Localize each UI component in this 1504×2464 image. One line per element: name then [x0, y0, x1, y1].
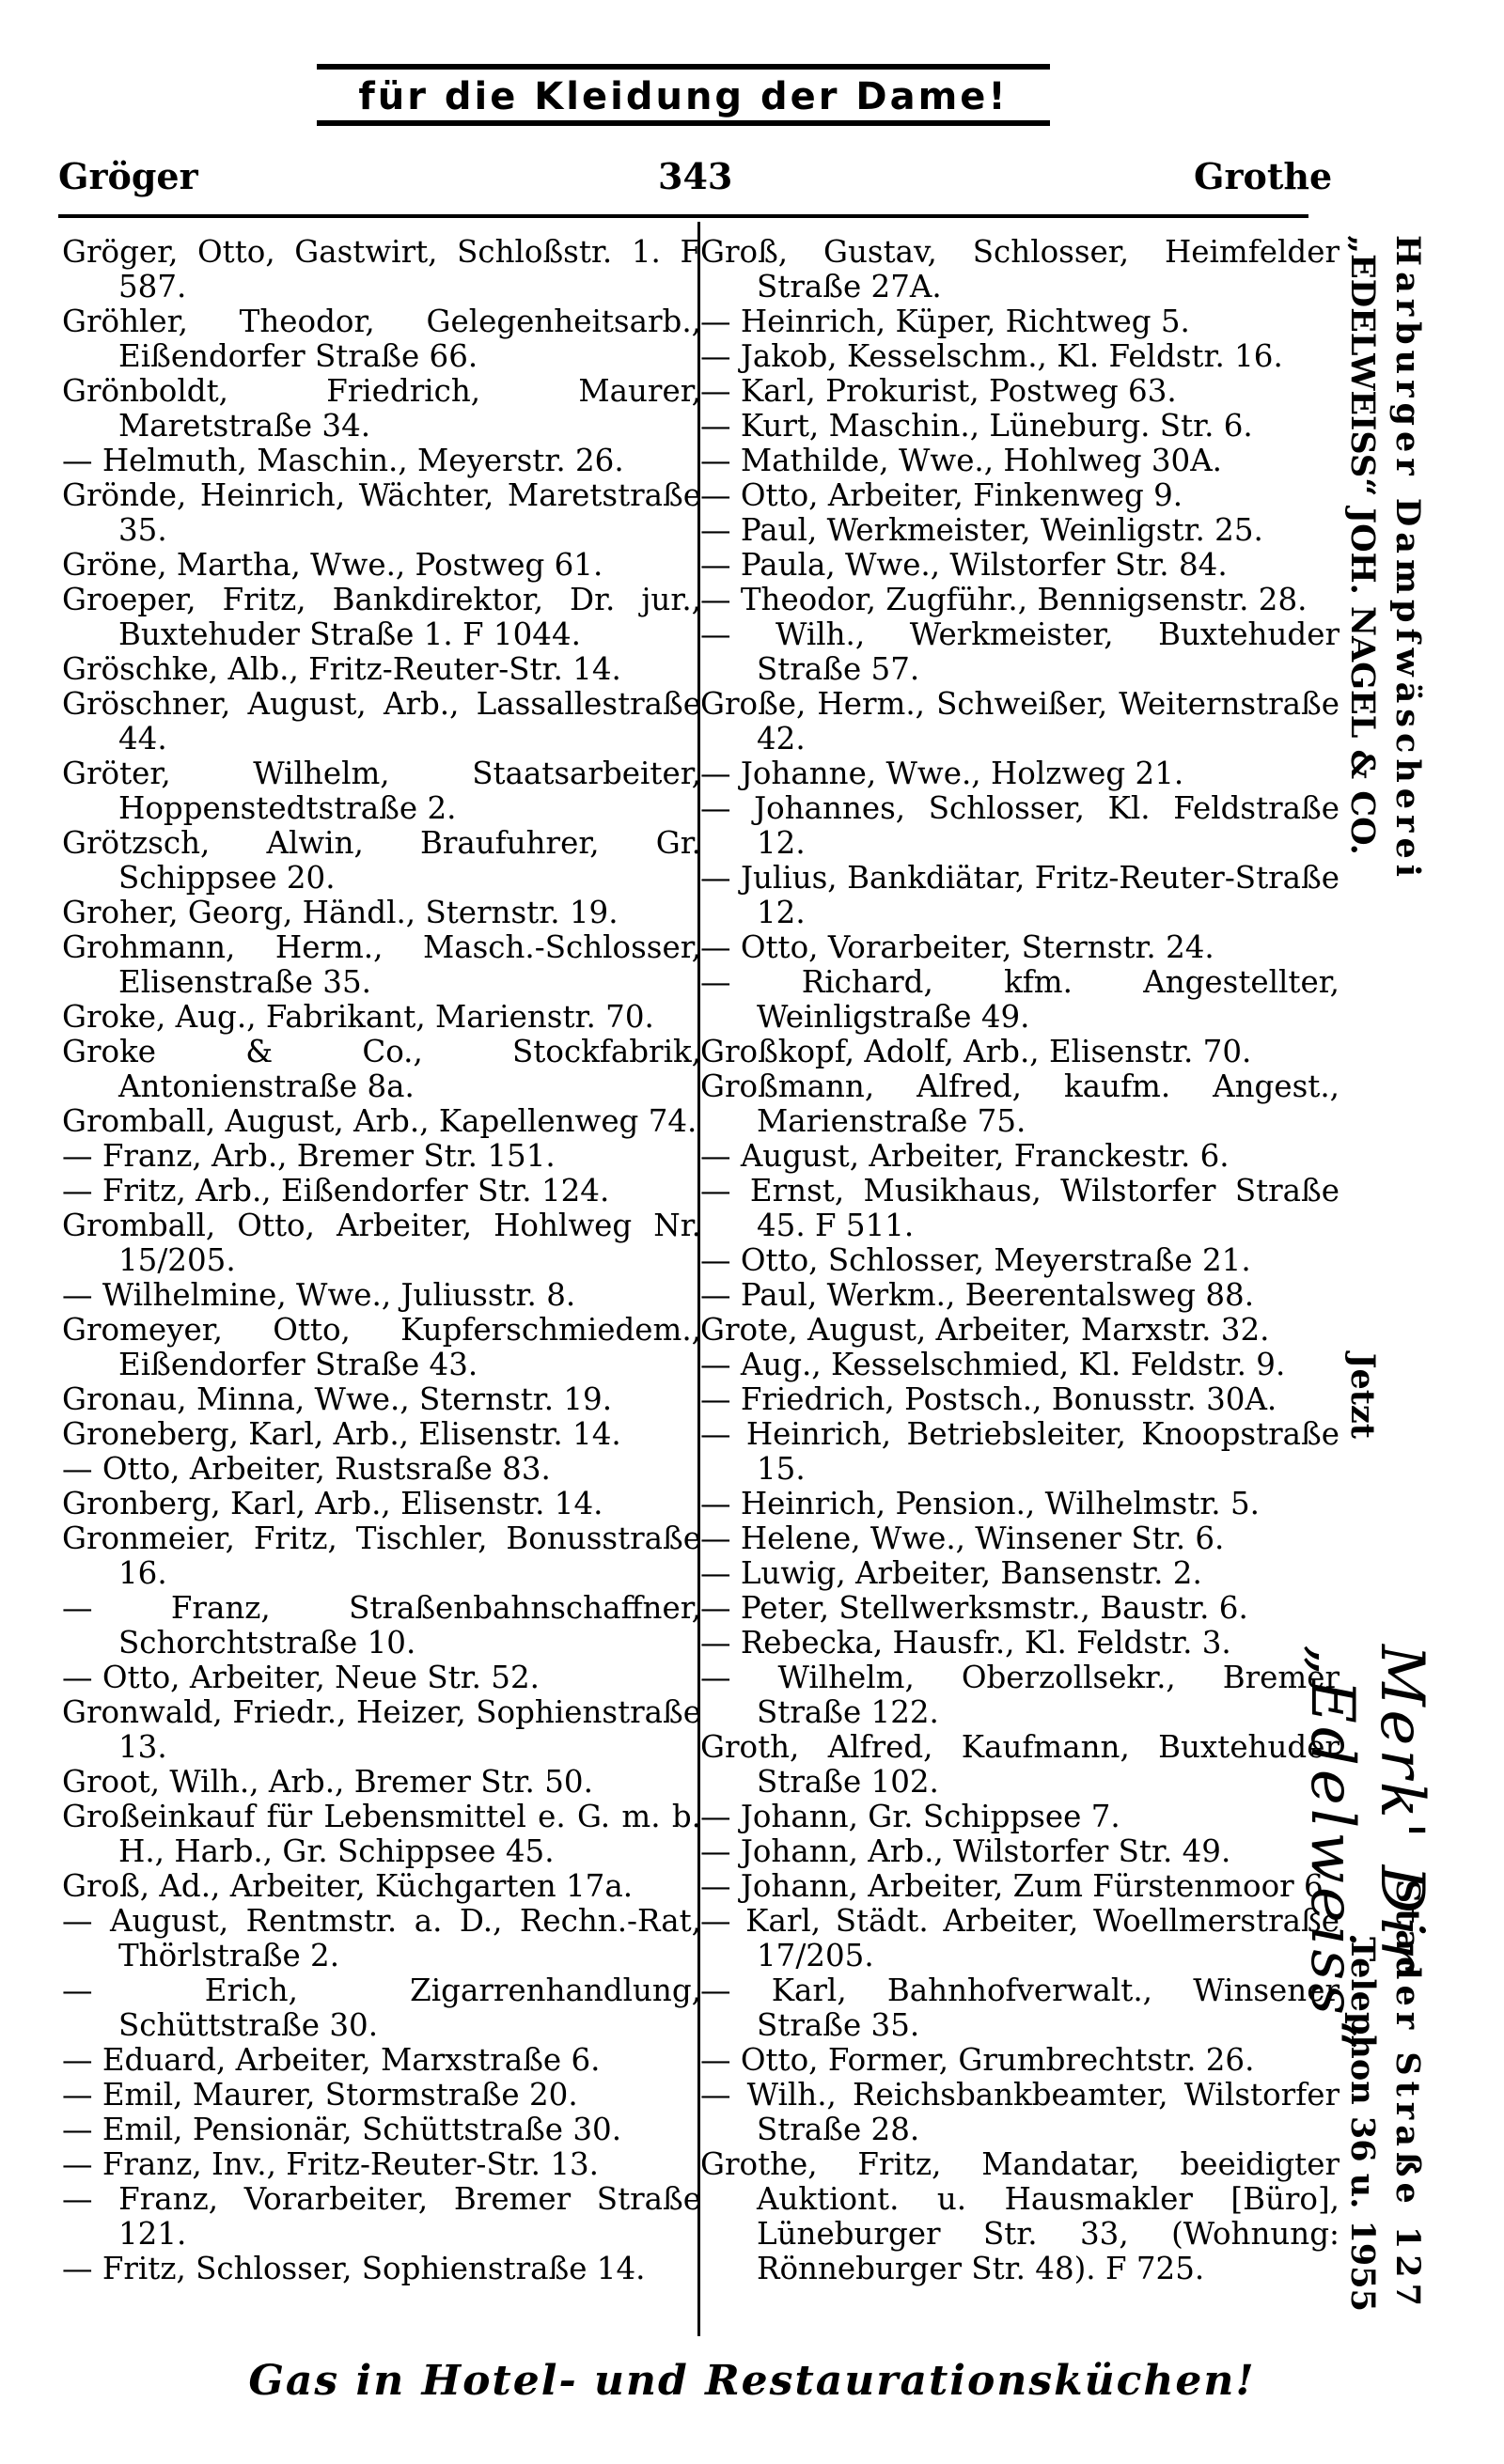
directory-entry: Groot, Wilh., Arb., Bremer Str. 50. — [62, 1764, 593, 1800]
directory-entry: — Helmuth, Maschin., Meyerstr. 26. — [62, 443, 624, 478]
directory-entry: — Julius, Bankdiätar, Fritz-Reuter-Straße 12. — [700, 860, 1340, 930]
directory-entry: — Paul, Werkm., Beerentalsweg 88. — [700, 1277, 1255, 1313]
advert-banner: für die Kleidung der Dame! — [317, 64, 1050, 126]
directory-entry: — Otto, Arbeiter, Finkenweg 9. — [700, 477, 1183, 513]
directory-entry: Großeinkauf für Lebensmittel e. G. m. b. H., Harb., Gr. Schippsee 45. — [62, 1799, 701, 1869]
directory-entry: Groneberg, Karl, Arb., Elisenstr. 14. — [62, 1416, 621, 1452]
directory-entry: — Wilh., Reichsbankbeamter, Wilstorfer Straße 28. — [700, 2077, 1340, 2147]
right-column — [700, 235, 1340, 2286]
directory-entry: Groke, Aug., Fabrikant, Marienstr. 70. — [62, 999, 654, 1035]
directory-entry: — Johann, Arb., Wilstorfer Str. 49. — [700, 1833, 1231, 1869]
side-company-name: Harburger Dampfwäscherei — [1388, 235, 1427, 883]
directory-entry: — August, Arbeiter, Franckestr. 6. — [700, 1138, 1230, 1174]
directory-entry: Gröne, Martha, Wwe., Postweg 61. — [62, 547, 603, 583]
directory-entry: — Franz, Straßenbahnschaffner, Schorchtstraße 10. — [62, 1590, 701, 1661]
directory-entry: Gromball, August, Arb., Kapellenweg 74. — [62, 1103, 697, 1139]
page-number: 343 — [658, 155, 733, 197]
directory-entry: Gronmeier, Fritz, Tischler, Bonusstraße 16. — [62, 1521, 701, 1591]
directory-entry: Groke & Co., Stockfabrik, Antonienstraße 8a. — [62, 1034, 701, 1104]
directory-entry: — Emil, Maurer, Stormstraße 20. — [62, 2077, 578, 2113]
directory-entry: — Erich, Zigarrenhandlung, Schüttstraße 30. — [62, 1973, 701, 2043]
directory-entry: — Aug., Kesselschmied, Kl. Feldstr. 9. — [700, 1347, 1286, 1382]
directory-entry: Gronau, Minna, Wwe., Sternstr. 19. — [62, 1381, 613, 1417]
directory-entry: — Otto, Arbeiter, Rustsraße 83. — [62, 1451, 551, 1487]
directory-entry: — Karl, Bahnhofverwalt., Winsener Straße 35. — [700, 1973, 1340, 2043]
directory-entry: — Heinrich, Pension., Wilhelmstr. 5. — [700, 1486, 1260, 1521]
directory-entry: Grötzsch, Alwin, Braufuhrer, Gr. Schippsee 20. — [62, 825, 701, 896]
directory-entry: — Mathilde, Wwe., Hohlweg 30A. — [700, 443, 1222, 478]
directory-entry: Gronberg, Karl, Arb., Elisenstr. 14. — [62, 1486, 603, 1521]
footer-advert: Gas in Hotel- und Restaurationsküchen! — [248, 2357, 1256, 2405]
directory-entry: — Karl, Prokurist, Postweg 63. — [700, 373, 1177, 409]
directory-entry: — Paul, Werkmeister, Weinligstr. 25. — [700, 512, 1263, 548]
directory-entry: — Wilhelmine, Wwe., Juliusstr. 8. — [62, 1277, 576, 1313]
directory-entry: — Ernst, Musikhaus, Wilstorfer Straße 45. F 511. — [700, 1173, 1340, 1243]
directory-entry: — Karl, Städt. Arbeiter, Woellmerstraße 17/205. — [700, 1903, 1340, 1973]
directory-entry: — Johannes, Schlosser, Kl. Feldstraße 12. — [700, 790, 1340, 861]
directory-entry: Gröschner, August, Arb., Lassallestraße 44. — [62, 686, 701, 756]
directory-entry: — Fritz, Arb., Eißendorfer Str. 124. — [62, 1173, 610, 1209]
directory-entry: Gröschke, Alb., Fritz-Reuter-Str. 14. — [62, 651, 621, 687]
directory-entry: Grohmann, Herm., Masch.-Schlosser, Elisenstraße 35. — [62, 929, 701, 1000]
directory-entry: Grote, August, Arbeiter, Marxstr. 32. — [700, 1312, 1270, 1348]
directory-entry: — Kurt, Maschin., Lüneburg. Str. 6. — [700, 408, 1253, 444]
directory-entry: — Wilh., Werkmeister, Buxtehuder Straße 57. — [700, 616, 1340, 687]
directory-entry: — Johann, Arbeiter, Zum Fürstenmoor 6. — [700, 1868, 1334, 1904]
directory-entry: — Otto, Vorarbeiter, Sternstr. 24. — [700, 929, 1214, 965]
left-column — [62, 235, 701, 2286]
directory-entry: Große, Herm., Schweißer, Weiternstraße 42. — [700, 686, 1340, 756]
side-advert — [1297, 235, 1443, 2312]
side-now: Jetzt — [1343, 1352, 1382, 1439]
directory-entry: Grönde, Heinrich, Wächter, Maretstraße 35. — [62, 477, 701, 548]
directory-entry: — Helene, Wwe., Winsener Str. 6. — [700, 1521, 1225, 1556]
directory-entry: — Fritz, Schlosser, Sophienstraße 14. — [62, 2251, 646, 2286]
directory-entry: Großkopf, Adolf, Arb., Elisenstr. 70. — [700, 1034, 1252, 1069]
header-first-name: Gröger — [58, 155, 198, 197]
side-slogan: Merk' Dir „Edelweiss“ — [1297, 1645, 1436, 2053]
directory-entry: — Franz, Vorarbeiter, Bremer Straße 121. — [62, 2181, 701, 2252]
side-brand: „EDELWEISS“ JOH. NAGEL & CO. — [1343, 235, 1382, 855]
directory-entry: — Jakob, Kesselschm., Kl. Feldstr. 16. — [700, 338, 1283, 374]
directory-entry: Groth, Alfred, Kaufmann, Buxtehuder Straße 102. — [700, 1729, 1340, 1800]
header-rule — [58, 214, 1308, 218]
directory-entry: — Johann, Gr. Schippsee 7. — [700, 1799, 1120, 1834]
directory-entry: — Wilhelm, Oberzollsekr., Bremer Straße 122. — [700, 1660, 1340, 1730]
directory-entry: — Luwig, Arbeiter, Bansenstr. 2. — [700, 1555, 1202, 1591]
directory-entry: — Johanne, Wwe., Holzweg 21. — [700, 756, 1184, 791]
directory-entry: — Peter, Stellwerksmstr., Baustr. 6. — [700, 1590, 1248, 1626]
directory-entry: — Theodor, Zugführ., Bennigsenstr. 28. — [700, 582, 1308, 617]
directory-entry: — Heinrich, Küper, Richtweg 5. — [700, 304, 1190, 339]
directory-entry: — Richard, kfm. Angestellter, Weinligstraße 49. — [700, 964, 1340, 1035]
directory-entry: — Otto, Arbeiter, Neue Str. 52. — [62, 1660, 540, 1695]
directory-entry: Groeper, Fritz, Bankdirektor, Dr. jur., Buxtehuder Straße 1. F 1044. — [62, 582, 701, 652]
directory-entry: — Emil, Pensionär, Schüttstraße 30. — [62, 2112, 622, 2147]
side-address: Stader Straße 127 — [1388, 1879, 1427, 2312]
directory-entry: Groher, Georg, Händl., Sternstr. 19. — [62, 895, 619, 930]
directory-entry: — Paula, Wwe., Wilstorfer Str. 84. — [700, 547, 1228, 583]
directory-entry: — Heinrich, Betriebsleiter, Knoopstraße 15. — [700, 1416, 1340, 1487]
directory-entry: Gröger, Otto, Gastwirt, Schloßstr. 1. F 587. — [62, 234, 701, 304]
directory-entry: — Rebecka, Hausfr., Kl. Feldstr. 3. — [700, 1625, 1231, 1661]
directory-entry: Großmann, Alfred, kaufm. Angest., Marienstraße 75. — [700, 1068, 1340, 1139]
directory-entry: Gronwald, Friedr., Heizer, Sophienstraße 13. — [62, 1694, 701, 1765]
header-last-name: Grothe — [1194, 155, 1333, 197]
directory-entry: Gröter, Wilhelm, Staatsarbeiter, Hoppenstedtstraße 2. — [62, 756, 701, 826]
directory-entry: Gromball, Otto, Arbeiter, Hohlweg Nr. 15/205. — [62, 1208, 701, 1278]
directory-entry: — Otto, Former, Grumbrechtstr. 26. — [700, 2042, 1255, 2078]
directory-entry: Gröhler, Theodor, Gelegenheitsarb., Eißendorfer Straße 66. — [62, 304, 701, 374]
directory-entry: — Franz, Inv., Fritz-Reuter-Str. 13. — [62, 2146, 600, 2182]
directory-entry: Grothe, Fritz, Mandatar, beeidigter Auktiont. u. Hausmakler [Büro], Lüneburger Str. 33, (Wohnung: Rönneburger Str. 48). F 725. — [700, 2146, 1340, 2286]
directory-entry: Groß, Gustav, Schlosser, Heimfelder Straße 27A. — [700, 234, 1340, 304]
directory-entry: — August, Rentmstr. a. D., Rechn.-Rat, Thörlstraße 2. — [62, 1903, 701, 1973]
directory-entry: — Franz, Arb., Bremer Str. 151. — [62, 1138, 556, 1174]
directory-entry: Groß, Ad., Arbeiter, Küchgarten 17a. — [62, 1868, 634, 1904]
directory-entry: — Otto, Schlosser, Meyerstraße 21. — [700, 1242, 1251, 1278]
directory-entry: — Friedrich, Postsch., Bonusstr. 30A. — [700, 1381, 1277, 1417]
directory-entry: Grönboldt, Friedrich, Maurer, Maretstraße 34. — [62, 373, 701, 444]
side-phone: Telephon 36 u. 1955 — [1343, 1937, 1382, 2312]
directory-entry: Gromeyer, Otto, Kupferschmiedem., Eißendorfer Straße 43. — [62, 1312, 701, 1382]
directory-entry: — Eduard, Arbeiter, Marxstraße 6. — [62, 2042, 601, 2078]
